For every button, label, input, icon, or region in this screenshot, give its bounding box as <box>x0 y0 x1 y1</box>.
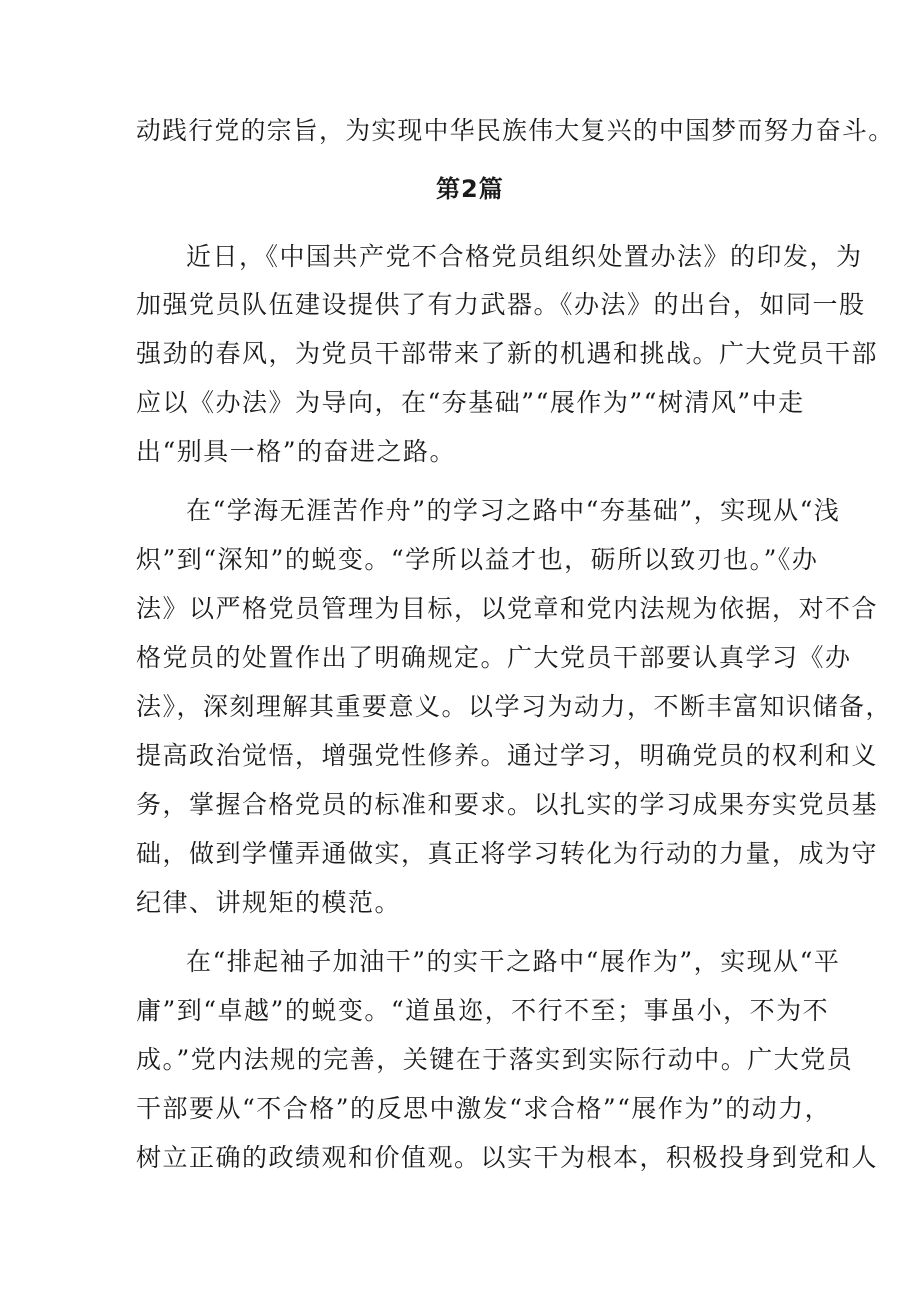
paragraph-line: 务，掌握合格党员的标准和要求。以扎实的学习成果夯实党员基 <box>136 790 879 819</box>
paragraph-line: 在“排起袖子加油干”的实干之路中“展作为”，实现从“平 <box>186 947 841 976</box>
paragraph-line: 出“别具一格”的奋进之路。 <box>136 437 457 466</box>
paragraph-line: 础，做到学懂弄通做实，真正将学习转化为行动的力量，成为守 <box>136 839 879 868</box>
paragraph-line: 在“学海无涯苦作舟”的学习之路中“夯基础”，实现从“浅 <box>186 496 841 525</box>
paragraph-line: 树立正确的政绩观和价值观。以实干为根本，积极投身到党和人 <box>136 1143 879 1172</box>
paragraph-line: 纪律、讲规矩的模范。 <box>136 888 402 917</box>
continuation-line: 动践行党的宗旨，为实现中华民族伟大复兴的中国梦而努力奋斗。 <box>136 116 895 145</box>
paragraph-line: 法》，深刻理解其重要意义。以学习为动力，不断丰富知识储备， <box>136 692 893 721</box>
paragraph-line: 提高政治觉悟，增强党性修养。通过学习，明确党员的权利和义 <box>136 741 879 770</box>
paragraph-line: 强劲的春风，为党员干部带来了新的机遇和挑战。广大党员干部 <box>136 339 879 368</box>
paragraph-line: 庸”到“卓越”的蜕变。“道虽迩，不行不至；事虽小，不为不 <box>136 996 830 1025</box>
paragraph-line: 格党员的处置作出了明确规定。广大党员干部要认真学习《办 <box>136 643 852 672</box>
paragraph-line: 成。”党内法规的完善，关键在于落实到实际行动中。广大党员 <box>136 1045 854 1074</box>
paragraph-line: 法》以严格党员管理为目标，以党章和党内法规为依据，对不合 <box>136 594 879 623</box>
paragraph-line: 炽”到“深知”的蜕变。“学所以益才也，砺所以致刃也。”《办 <box>136 545 819 574</box>
paragraph-line: 应以《办法》为导向，在“夯基础”“展作为”“树清风”中走 <box>136 388 805 417</box>
section-title: 第2篇 <box>436 175 504 203</box>
paragraph-line: 近日，《中国共产党不合格党员组织处置办法》的印发，为 <box>186 242 863 271</box>
paragraph-line: 干部要从“不合格”的反思中激发“求合格”“展作为”的动力， <box>136 1094 832 1123</box>
paragraph-line: 加强党员队伍建设提供了有力武器。《办法》的出台，如同一股 <box>136 290 866 319</box>
